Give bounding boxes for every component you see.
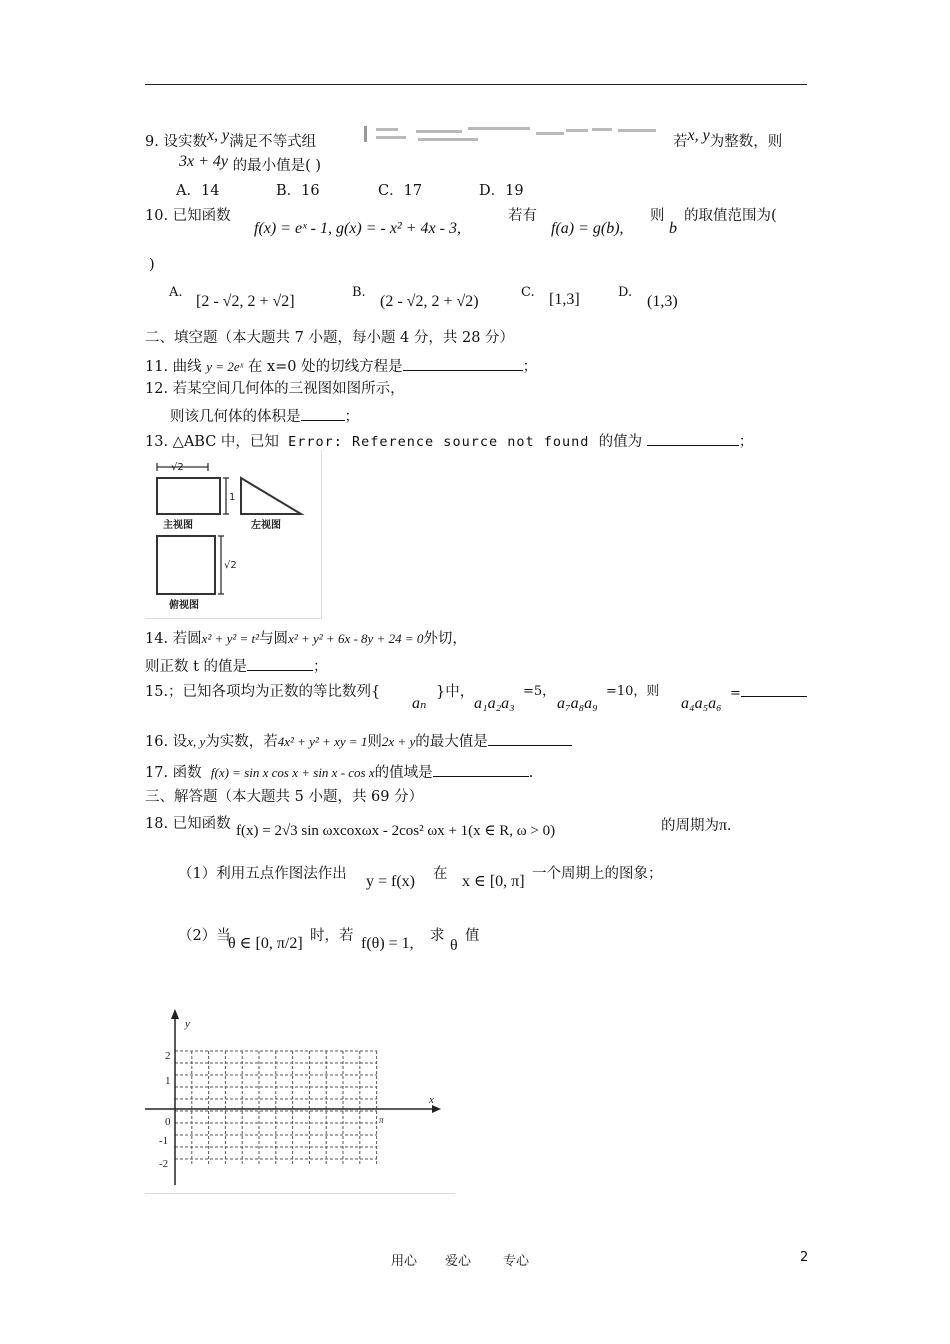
q15-p1: a₁a₂a₃	[474, 695, 515, 712]
q11: 11. 曲线 y = 2eˣ 在 x=0 处的切线方程是 ；	[145, 356, 537, 376]
fig2-x-axis-label: x	[429, 1094, 434, 1106]
q15-p2: a₇a₈a₉	[557, 695, 598, 712]
q10-suffix: 的取值范围为(	[684, 208, 777, 224]
fig2-y-axis-label: y	[185, 1018, 190, 1030]
q18-part2-var: θ	[450, 937, 458, 954]
q12-line2: 则该几何体的体积是 ；	[170, 406, 359, 426]
q18-part2-suffix: 值	[465, 928, 480, 944]
q12-answer-blank[interactable]	[301, 406, 345, 421]
q18-part1-mid: 在	[433, 866, 448, 882]
q12-line1: 12. 若某空间几何体的三视图如图所示，	[145, 381, 405, 397]
q18-part2-mid2: 求	[430, 928, 445, 944]
q18-part2-range: θ ∈ [0, π/2]	[228, 935, 303, 952]
q10-prefix: 10. 已知函数	[145, 208, 231, 224]
fig2-tick-origin: 0	[165, 1116, 171, 1128]
fig2-tick-y-neg2: -2	[159, 1158, 169, 1170]
fig2-tick-y-neg1: -1	[159, 1135, 169, 1147]
q18-func: f(x) = 2√3 sin ωxcoxωx - 2cos² ωx + 1(x ∈ R, ω > 0)	[236, 823, 556, 839]
fig1-dim-side: 1	[229, 492, 236, 503]
q17-answer-blank[interactable]	[433, 762, 529, 777]
footer-motto-2: 爱心	[445, 1254, 472, 1269]
page-number: 2	[800, 1250, 809, 1265]
q18-prefix: 18. 已知函数	[145, 816, 231, 832]
q16: 16. 设x, y为实数，若4x² + y² + xy = 1则2x + y的最大值是	[145, 731, 572, 751]
q15-p3: a₄a₅a₆	[681, 695, 722, 712]
q15-v1: =5，	[523, 684, 556, 699]
q9-line1: 9. 设实数x, y满足不等式组	[145, 127, 317, 150]
q18-part2-cond: f(θ) = 1,	[361, 935, 414, 952]
q14-answer-blank[interactable]	[247, 656, 313, 671]
three-view-svg	[145, 450, 321, 618]
q15-v3: =	[730, 682, 807, 702]
q15-v2: =10，则	[606, 684, 660, 699]
fig1-dim-bottom: √2	[224, 560, 237, 571]
fig1-dim-top: √2	[171, 462, 184, 473]
q10-cond: f(a) = g(b),	[551, 220, 624, 237]
q18-part2-prefix: （2）当	[178, 928, 231, 944]
three-view-figure	[145, 450, 322, 619]
q15-seq: aₙ	[412, 695, 427, 712]
q14-line1: 14. 若圆x² + y² = t²与圆x² + y² + 6x - 8y + 24 = 0外切，	[145, 631, 467, 647]
q15-mid: }中，	[436, 684, 475, 700]
header-rule	[145, 84, 807, 85]
q18-suffix: 的周期为π.	[661, 817, 732, 834]
q10-opt-a: [2 - √2, 2 + √2]	[196, 293, 295, 310]
q9-line1-end: 若x, y为整数，则	[673, 127, 783, 150]
q10-var: b	[669, 220, 677, 237]
q10-mid2: 则	[650, 208, 665, 224]
fig2-tick-y-1: 1	[165, 1075, 171, 1087]
q15-prefix: 15.；已知各项均为正数的等比数列{	[145, 684, 381, 700]
coordinate-grid-figure	[145, 1007, 455, 1194]
q10-opt-c-label: C.	[521, 285, 535, 300]
q10-opt-a-label: A.	[169, 285, 183, 300]
q10-opt-c: [1,3]	[549, 291, 580, 308]
footer-motto-3: 专心	[503, 1254, 530, 1269]
q13-answer-blank[interactable]	[647, 431, 739, 446]
coordinate-grid-svg	[145, 1007, 455, 1193]
section2-heading: 二、填空题（本大题共 7 小题，每小题 4 分，共 28 分）	[145, 330, 515, 346]
section3-heading: 三、解答题（本大题共 5 小题，共 69 分）	[145, 789, 424, 805]
fig1-label-left: 左视图	[251, 520, 281, 531]
q18-part1-range: x ∈ [0, π]	[462, 873, 525, 890]
q16-answer-blank[interactable]	[488, 731, 572, 746]
blurred-inequality-system	[356, 124, 660, 146]
q10-opt-b: (2 - √2, 2 + √2)	[380, 293, 479, 310]
footer-motto-1: 用心	[391, 1254, 418, 1269]
fig2-tick-x-pi: π	[379, 1115, 384, 1125]
q10-func: f(x) = eˣ - 1, g(x) = - x² + 4x - 3,	[254, 220, 461, 237]
q11-answer-blank[interactable]	[403, 356, 523, 371]
q10-opt-d-label: D.	[618, 285, 633, 300]
q17: 17. 函数 f(x) = sin x cos x + sin x - cos x的值域是 .	[145, 762, 533, 782]
q14-line2: 则正数 t 的值是 ；	[145, 656, 328, 676]
q13: 13. △ABC 中，已知 Error: Reference source not found 的值为 ；	[145, 431, 753, 451]
q18-part1-suffix: 一个周期上的图象；	[532, 866, 663, 882]
q18-part2-mid: 时，若	[310, 928, 354, 944]
q10-opt-d: (1,3)	[647, 293, 678, 310]
q9-line2: 3x + 4y 的最小值是( )	[179, 153, 322, 174]
q10-mid: 若有	[508, 208, 537, 224]
fig1-label-top: 俯视图	[169, 600, 199, 611]
q18-part1-prefix: （1）利用五点作图法作出	[178, 866, 347, 882]
q18-part1-func: y = f(x)	[366, 873, 416, 890]
q10-opt-b-label: B.	[352, 285, 366, 300]
q10-close: )	[149, 257, 155, 273]
q15-answer-blank[interactable]	[741, 682, 807, 697]
fig2-tick-y-2: 2	[165, 1050, 171, 1062]
fig1-label-front: 主视图	[163, 520, 193, 531]
